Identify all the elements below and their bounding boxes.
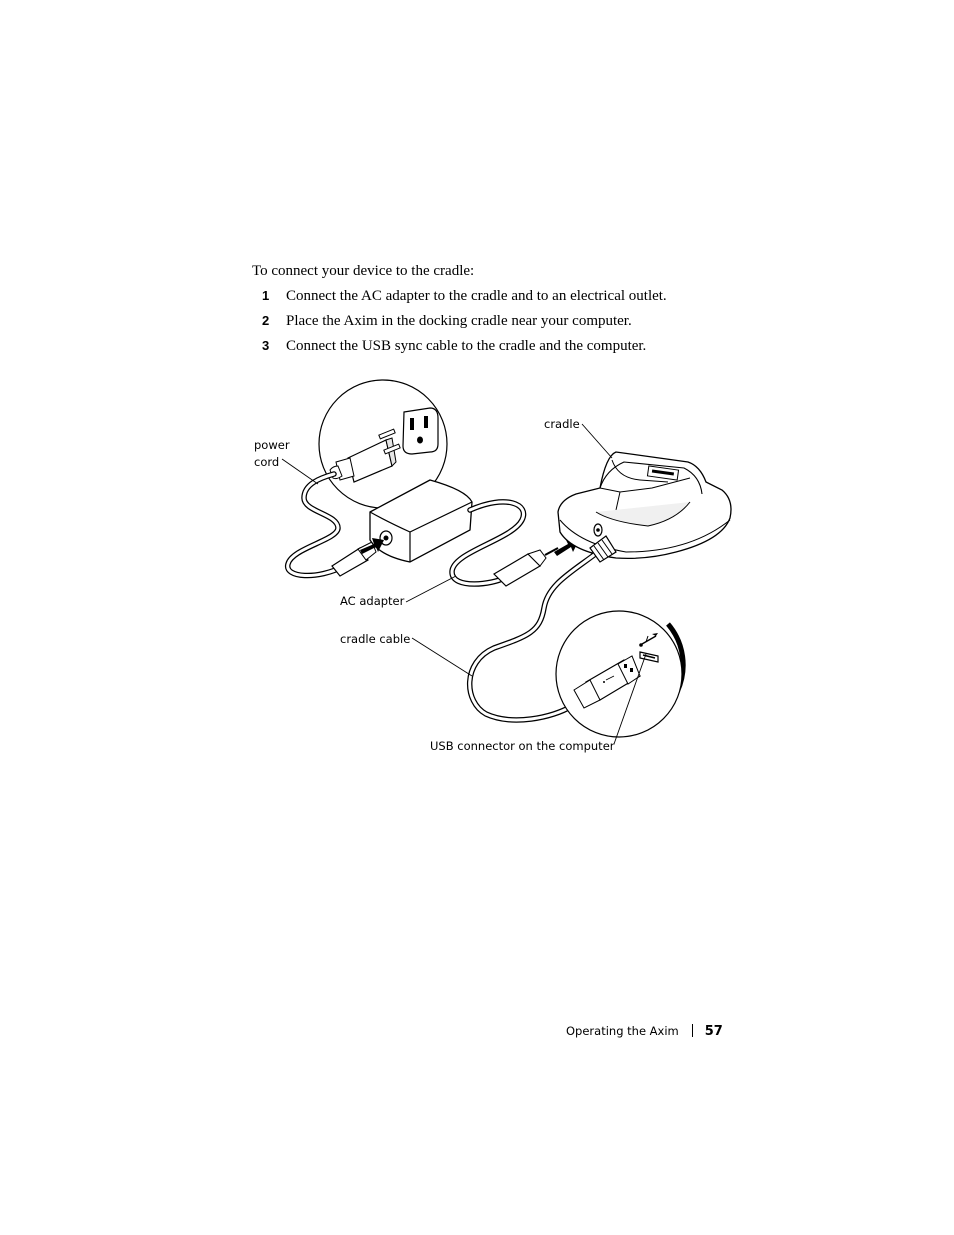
- step-number: 3: [262, 338, 270, 353]
- power-cord: [288, 474, 344, 576]
- cradle-cable-label: cradle cable: [340, 632, 411, 646]
- wall-outlet-icon: [403, 408, 438, 454]
- page-number: 57: [704, 1024, 723, 1039]
- step-text: Connect the AC adapter to the cradle and to an electrical outlet.: [286, 288, 667, 304]
- step-item: [262, 336, 646, 356]
- usb-connector-label: USB connector on the computer: [430, 739, 615, 753]
- power-cord-label-line2: cord: [254, 455, 280, 469]
- step-text: Place the Axim in the docking cradle near your computer.: [286, 313, 632, 329]
- cradle-label: cradle: [544, 417, 580, 431]
- step-number: 2: [262, 313, 270, 328]
- dc-plug: [494, 548, 558, 586]
- page-footer: [566, 1020, 723, 1040]
- cradle-connection-illustration: [240, 372, 740, 762]
- footer-divider: [692, 1024, 693, 1037]
- step-text: Connect the USB sync cable to the cradle and the computer.: [286, 338, 647, 354]
- step-item: [262, 286, 667, 306]
- ac-adapter-label: AC adapter: [340, 594, 405, 608]
- footer-section-title: Operating the Axim: [566, 1024, 679, 1038]
- power-cord-label-line1: power: [254, 438, 290, 452]
- intro-text: To connect your device to the cradle:: [252, 263, 475, 279]
- cradle: [558, 452, 731, 558]
- step-number: 1: [262, 288, 270, 303]
- step-item: [262, 311, 632, 331]
